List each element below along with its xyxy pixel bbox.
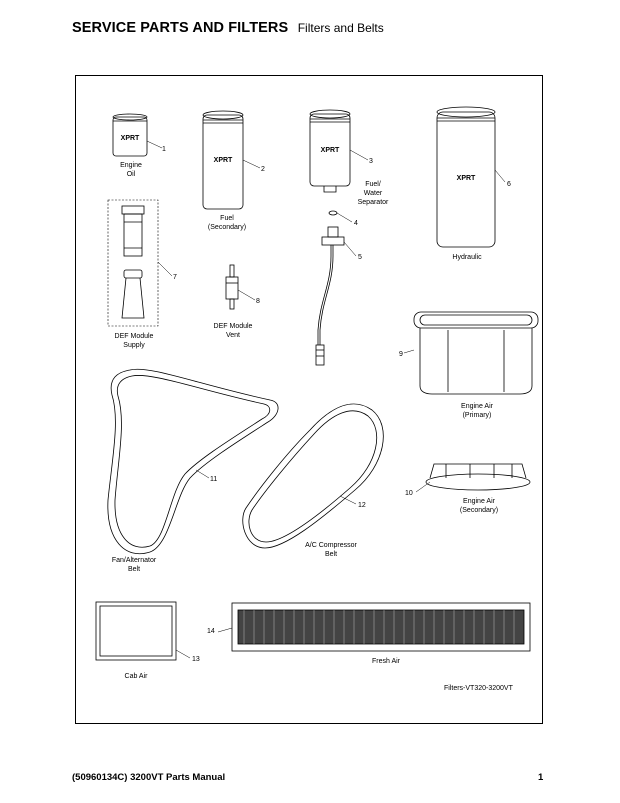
callout-1: 1: [162, 146, 166, 153]
page-subtitle: Filters and Belts: [297, 21, 384, 35]
engine-oil-filter-drawing: [113, 114, 147, 156]
callout-14: 14: [207, 628, 215, 635]
label-def-module-supply: DEF Module Supply: [114, 333, 154, 349]
label-engine-air-secondary: Engine Air (Secondary): [459, 498, 499, 514]
label-engine-oil: Engine Oil: [120, 162, 142, 178]
label-fuel-water-separator: Fuel/ Water Separator: [357, 181, 389, 206]
callout-8: 8: [256, 298, 260, 305]
callout-6: 6: [507, 181, 511, 188]
def-supply-filter-drawing: [108, 200, 158, 326]
fuel-water-separator-drawing: [310, 110, 350, 192]
label-def-module-vent: DEF Module Vent: [213, 323, 253, 339]
callout-7: 7: [173, 274, 177, 281]
label-hydraulic: Hydraulic: [452, 254, 482, 261]
label-fresh-air: Fresh Air: [371, 658, 401, 665]
fan-alternator-belt-drawing: [108, 369, 278, 554]
callout-11: 11: [210, 476, 218, 483]
callout-3: 3: [369, 158, 373, 165]
cab-air-filter-drawing: [96, 602, 176, 660]
leader-lines: [147, 141, 505, 658]
label-engine-air-primary: Engine Air (Primary): [461, 403, 493, 419]
o-ring-drawing: [329, 211, 337, 215]
footer-manual-title: (50960134C) 3200VT Parts Manual: [72, 772, 226, 783]
footer-page-number: 1: [538, 772, 544, 783]
fresh-air-filter-drawing: [232, 603, 530, 651]
ac-compressor-belt-drawing: [243, 404, 384, 548]
callout-13: 13: [192, 656, 200, 663]
callout-5: 5: [358, 254, 362, 261]
page-title: SERVICE PARTS AND FILTERS: [72, 20, 289, 36]
hydraulic-filter-drawing: [437, 107, 495, 247]
callout-2: 2: [261, 166, 265, 173]
engine-air-primary-drawing: [414, 312, 538, 394]
figure-id: Filters-VT320-3200VT: [444, 685, 513, 692]
fuel-secondary-filter-drawing: [203, 111, 243, 209]
label-fan-alternator-belt: Fan/Alternator Belt: [111, 557, 157, 573]
water-sensor-drawing: [316, 227, 344, 365]
callout-10: 10: [405, 490, 413, 497]
def-vent-filter-drawing: [226, 265, 238, 309]
callout-4: 4: [354, 220, 358, 227]
oil-filter-logo: XPRT: [120, 135, 140, 142]
hydraulic-filter-logo: XPRT: [456, 175, 476, 182]
label-fuel-secondary: Fuel (Secondary): [207, 215, 247, 231]
label-ac-compressor-belt: A/C Compressor Belt: [305, 542, 357, 558]
fuel-filter-logo: XPRT: [213, 157, 233, 164]
label-cab-air: Cab Air: [124, 673, 148, 680]
separator-logo: XPRT: [320, 147, 340, 154]
callout-12: 12: [358, 502, 366, 509]
engine-air-secondary-drawing: [426, 464, 530, 490]
callout-9: 9: [399, 351, 403, 358]
